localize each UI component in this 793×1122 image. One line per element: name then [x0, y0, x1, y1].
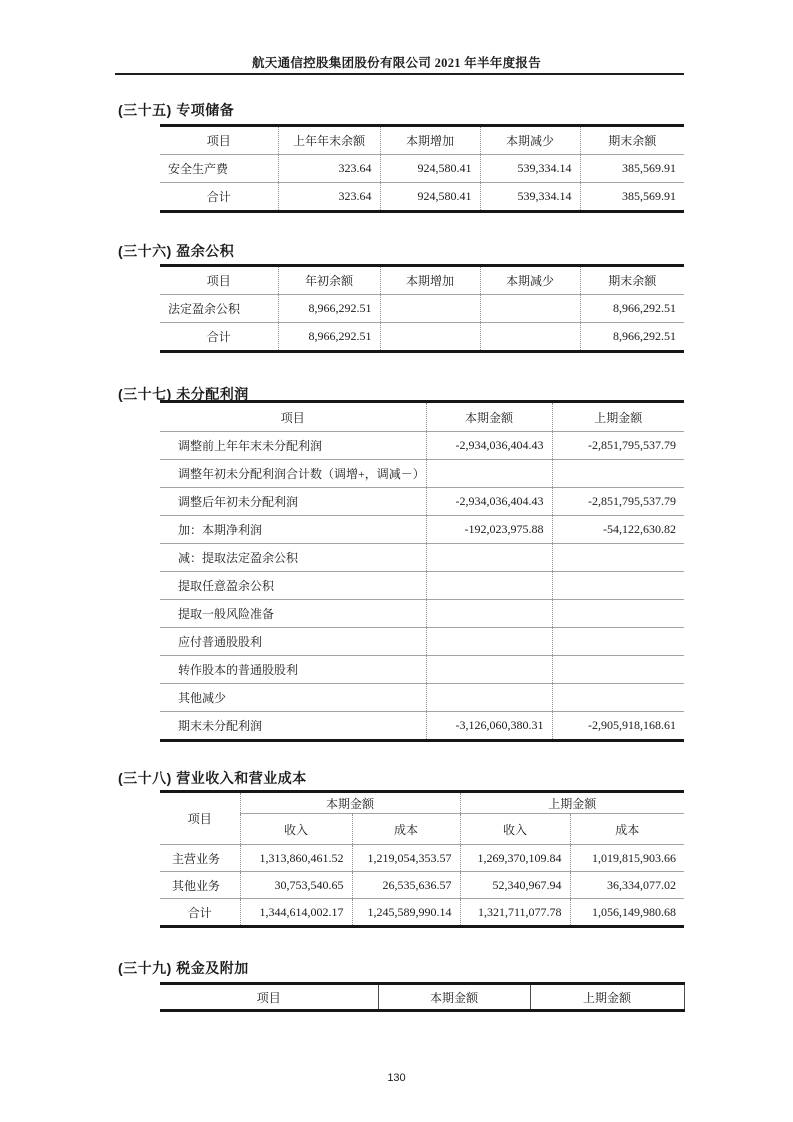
col-header: 收入 — [460, 814, 570, 845]
col-header: 期末余额 — [580, 266, 684, 295]
row-label: 期末未分配利润 — [160, 712, 426, 741]
col-header: 上期金额 — [552, 402, 684, 432]
col-header: 本期增加 — [380, 126, 480, 155]
cell-value: 8,966,292.51 — [278, 295, 380, 323]
cell-value: 52,340,967.94 — [460, 872, 570, 899]
special-reserves-table — [160, 124, 684, 213]
table-row — [160, 295, 684, 323]
cell-value — [380, 295, 480, 323]
row-label: 提取一般风险准备 — [160, 600, 426, 628]
cell-value — [426, 628, 552, 656]
row-label: 合计 — [160, 323, 278, 352]
table-header-row — [160, 266, 684, 295]
cell-value — [426, 460, 552, 488]
row-label: 调整后年初未分配利润 — [160, 488, 426, 516]
row-label: 提取任意盈余公积 — [160, 572, 426, 600]
col-header: 本期增加 — [380, 266, 480, 295]
section-heading-undistributed-profit: (三十七) 未分配利润 — [118, 386, 249, 402]
cell-value — [552, 656, 684, 684]
cell-value: 1,056,149,980.68 — [592, 904, 677, 919]
cell-value: 1,321,711,077.78 — [460, 899, 570, 927]
row-label: 加：本期净利润 — [160, 516, 426, 544]
cell-value — [426, 684, 552, 712]
col-header: 收入 — [240, 814, 352, 845]
cell-value: 1,313,860,461.52 — [240, 845, 352, 872]
cell-value: 385,569.91 — [580, 155, 684, 183]
col-header: 本期金额 — [378, 984, 530, 1011]
col-header: 本期减少 — [480, 126, 580, 155]
group-header-prior: 上期金额 — [460, 792, 684, 814]
table-row — [160, 544, 684, 572]
col-header: 项目 — [160, 266, 278, 295]
cell-value — [426, 572, 552, 600]
cell-value: 385,569.91 — [622, 189, 676, 203]
row-label: 合计 — [160, 899, 240, 927]
section-heading-taxes-surcharges: (三十九) 税金及附加 — [118, 960, 249, 976]
row-label: 调整年初未分配利润合计数（调增+，调减－） — [160, 460, 426, 488]
row-label: 其他减少 — [160, 684, 426, 712]
table-row — [160, 460, 684, 488]
cell-value: -2,905,918,168.61 — [588, 718, 676, 732]
table-row — [160, 656, 684, 684]
document-header-title: 航天通信控股集团股份有限公司 2021 年半年度报告 — [251, 56, 542, 70]
col-header: 项目 — [160, 126, 278, 155]
col-header: 项目 — [160, 402, 426, 432]
table-row — [160, 488, 684, 516]
table-row — [160, 712, 684, 741]
row-label: 安全生产费 — [160, 155, 278, 183]
table-row — [160, 432, 684, 460]
row-label: 法定盈余公积 — [160, 295, 278, 323]
cell-value: 539,334.14 — [480, 183, 580, 212]
cell-value: -2,851,795,537.79 — [552, 488, 684, 516]
surplus-reserves-table — [160, 264, 684, 353]
table-row — [160, 628, 684, 656]
header-rule — [115, 73, 684, 75]
table-row — [160, 684, 684, 712]
cell-value: 924,580.41 — [380, 183, 480, 212]
table-row — [160, 572, 684, 600]
cell-value: -54,122,630.82 — [552, 516, 684, 544]
cell-value — [480, 295, 580, 323]
cell-value — [426, 544, 552, 572]
table-row — [160, 155, 684, 183]
cell-value — [552, 460, 684, 488]
cell-value: 1,245,589,990.14 — [352, 899, 460, 927]
cell-value: 924,580.41 — [380, 155, 480, 183]
col-header: 成本 — [352, 814, 460, 845]
undistributed-profit-table — [160, 400, 684, 742]
cell-value — [552, 572, 684, 600]
cell-value: 1,019,815,903.66 — [570, 845, 684, 872]
cell-value: 30,753,540.65 — [240, 872, 352, 899]
row-label: 合计 — [160, 183, 278, 212]
page-number: 130 — [387, 1072, 406, 1084]
cell-value: -2,934,036,404.43 — [426, 488, 552, 516]
section-heading-revenue-cost: (三十八) 营业收入和营业成本 — [118, 770, 307, 786]
cell-value — [552, 684, 684, 712]
table-row — [160, 872, 684, 899]
row-label: 主营业务 — [160, 845, 240, 872]
col-header: 上期金额 — [530, 984, 684, 1011]
cell-value — [552, 628, 684, 656]
table-group-header-row — [160, 792, 684, 814]
row-label: 减：提取法定盈余公积 — [160, 544, 426, 572]
cell-value: 8,966,292.51 — [580, 295, 684, 323]
table-header-row — [160, 402, 684, 432]
table-header-row — [160, 126, 684, 155]
revenue-cost-table — [160, 790, 684, 928]
cell-value — [552, 600, 684, 628]
col-header: 期末余额 — [580, 126, 684, 155]
col-header: 年初余额 — [278, 266, 380, 295]
cell-value: 36,334,077.02 — [570, 872, 684, 899]
table-row — [160, 516, 684, 544]
cell-value: 8,966,292.51 — [613, 329, 676, 343]
table-total-row — [160, 183, 684, 212]
group-header-current: 本期金额 — [240, 792, 460, 814]
section-heading-special-reserves: (三十五) 专项储备 — [118, 102, 235, 118]
table-header-row — [160, 984, 684, 1011]
cell-value — [426, 656, 552, 684]
table-total-row — [160, 323, 684, 352]
row-label: 转作股本的普通股股利 — [160, 656, 426, 684]
cell-value — [380, 323, 480, 352]
col-header: 项目 — [160, 792, 240, 845]
taxes-surcharges-table — [160, 982, 685, 1012]
col-header: 本期减少 — [480, 266, 580, 295]
cell-value: 323.64 — [278, 183, 380, 212]
cell-value — [480, 323, 580, 352]
cell-value: -3,126,060,380.31 — [426, 712, 552, 741]
cell-value: 539,334.14 — [480, 155, 580, 183]
row-label: 应付普通股股利 — [160, 628, 426, 656]
cell-value: -192,023,975.88 — [426, 516, 552, 544]
cell-value: 1,344,614,002.17 — [240, 899, 352, 927]
cell-value: 323.64 — [278, 155, 380, 183]
cell-value: -2,851,795,537.79 — [552, 432, 684, 460]
cell-value: 1,269,370,109.84 — [460, 845, 570, 872]
cell-value: 26,535,636.57 — [352, 872, 460, 899]
row-label: 调整前上年年末未分配利润 — [160, 432, 426, 460]
table-total-row — [160, 899, 684, 927]
cell-value — [426, 600, 552, 628]
row-label: 其他业务 — [160, 872, 240, 899]
cell-value: -2,934,036,404.43 — [426, 432, 552, 460]
col-header: 上年年末余额 — [278, 126, 380, 155]
cell-value: 8,966,292.51 — [278, 323, 380, 352]
table-row — [160, 845, 684, 872]
col-header: 项目 — [160, 984, 378, 1011]
cell-value: 1,219,054,353.57 — [352, 845, 460, 872]
col-header: 本期金额 — [426, 402, 552, 432]
col-header: 成本 — [570, 814, 684, 845]
section-heading-surplus-reserves: (三十六) 盈余公积 — [118, 243, 235, 259]
table-row — [160, 600, 684, 628]
cell-value — [552, 544, 684, 572]
